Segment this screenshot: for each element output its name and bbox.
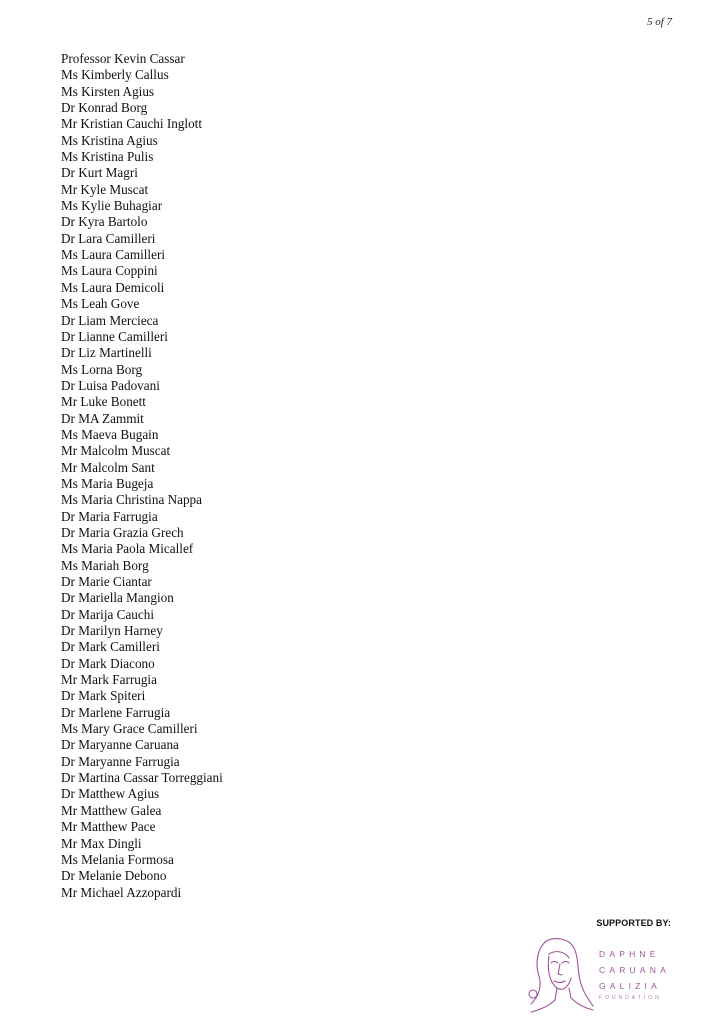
list-item: Ms Maria Bugeja: [61, 475, 154, 491]
list-item: Dr Liz Martinelli: [61, 345, 152, 361]
list-item: Dr Konrad Borg: [61, 100, 148, 116]
list-item: Mr Kyle Muscat: [61, 181, 149, 197]
list-item: Ms Kylie Buhagiar: [61, 198, 163, 214]
list-item: Mr Max Dingli: [61, 835, 142, 851]
supported-by-label: SUPPORTED BY:: [596, 918, 671, 928]
list-item: Dr Maria Grazia Grech: [61, 524, 184, 540]
logo-line-2: CARUANA: [599, 965, 670, 975]
list-item: Dr Marie Ciantar: [61, 574, 152, 589]
list-item: Ms Laura Demicoli: [61, 279, 165, 295]
list-item: Dr Marlene Farrugia: [61, 704, 171, 720]
list-item: Ms Leah Gove: [61, 296, 140, 312]
page-number: 5 of 7: [646, 16, 672, 28]
list-item: Mr Luke Bonett: [61, 394, 146, 410]
list-item: Professor Kevin Cassar: [61, 51, 185, 66]
list-item: Ms Mary Grace Camilleri: [61, 721, 198, 737]
list-item: Dr Lianne Camilleri: [61, 328, 168, 344]
list-item: Dr Martina Cassar Torreggiani: [61, 770, 223, 786]
list-item: Mr Matthew Galea: [61, 802, 162, 818]
list-item: Ms Laura Coppini: [61, 263, 158, 279]
list-item: Ms Kristina Agius: [61, 132, 158, 148]
list-item: Dr Kyra Bartolo: [61, 214, 148, 230]
list-item: Ms Kristina Pulis: [61, 149, 154, 165]
signatory-list: [61, 51, 223, 901]
list-item: Mr Matthew Pace: [61, 819, 156, 835]
list-item: Dr Lara Camilleri: [61, 230, 156, 246]
list-item: Ms Maria Christina Nappa: [61, 492, 203, 508]
list-item: Dr Mark Spiteri: [61, 688, 146, 704]
foundation-logo: [515, 934, 695, 1018]
list-item: Mr Michael Azzopardi: [61, 884, 182, 900]
list-item: Ms Maeva Bugain: [61, 426, 159, 442]
list-item: Dr Marija Cauchi: [61, 606, 155, 622]
list-item: Dr MA Zammit: [61, 410, 144, 426]
list-item: Dr Marilyn Harney: [61, 623, 163, 639]
list-item: Dr Melanie Debono: [61, 868, 167, 884]
list-item: Ms Kimberly Callus: [61, 67, 169, 83]
list-item: Ms Lorna Borg: [61, 361, 143, 377]
list-item: Mr Malcolm Sant: [61, 459, 155, 475]
list-item: Dr Mark Diacono: [61, 655, 155, 671]
woman-portrait-icon: [519, 936, 597, 1016]
foundation-logo-text: [599, 946, 670, 1002]
list-item: Mr Mark Farrugia: [61, 672, 157, 688]
logo-line-4: FOUNDATION: [599, 995, 662, 1001]
list-item: Dr Maryanne Farrugia: [61, 753, 180, 769]
list-item: Ms Maria Paola Micallef: [61, 541, 194, 557]
list-item: Ms Kirsten Agius: [61, 83, 155, 99]
list-item: Ms Mariah Borg: [61, 557, 149, 573]
list-item: Dr Liam Mercieca: [61, 312, 159, 328]
list-item: Dr Kurt Magri: [61, 165, 138, 181]
list-item: Dr Luisa Padovani: [61, 377, 160, 393]
logo-line-1: DAPHNE: [599, 949, 660, 959]
list-item: Dr Mariella Mangion: [61, 590, 174, 606]
list-item: Dr Maryanne Caruana: [61, 737, 179, 753]
list-item: Ms Laura Camilleri: [61, 247, 166, 263]
list-item: Dr Maria Farrugia: [61, 508, 158, 524]
list-item: Dr Mark Camilleri: [61, 639, 160, 655]
logo-line-3: GALIZIA: [599, 981, 661, 991]
list-item: Dr Matthew Agius: [61, 786, 160, 802]
list-item: Ms Melania Formosa: [61, 851, 174, 867]
list-item: Mr Malcolm Muscat: [61, 443, 171, 459]
list-item: Mr Kristian Cauchi Inglott: [61, 116, 203, 132]
